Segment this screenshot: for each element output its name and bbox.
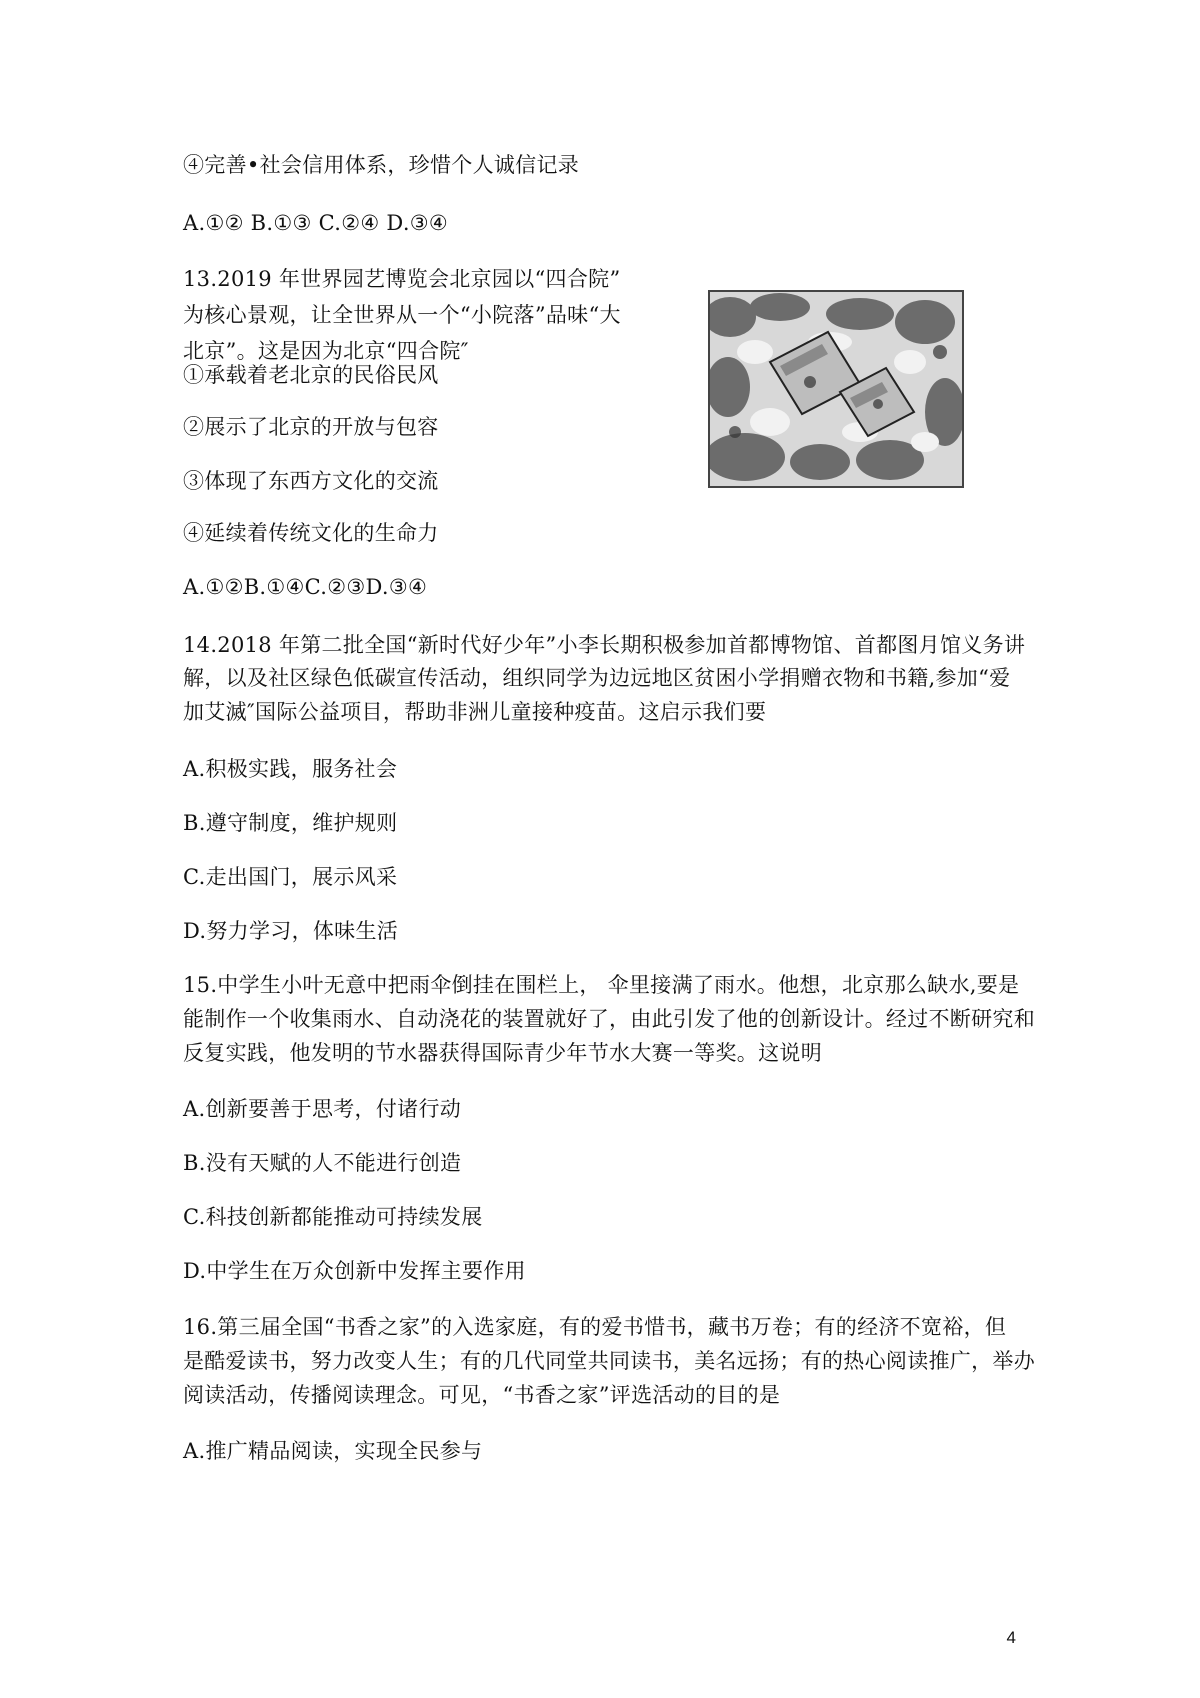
- q16-stem-line-1: 16.第三届全国“书香之家”的入选家庭，有的爱书惜书，藏书万卷；有的经济不宽裕，但: [183, 1315, 1007, 1339]
- q15-stem-line-1: 15.中学生小叶无意中把雨伞倒挂在围栏上， 伞里接满了雨水。他想，北京那么缺水,要是: [183, 973, 1020, 997]
- q13-option-3: ③体现了东西方文化的交流: [183, 469, 439, 493]
- q13-stem-line-2: 为核心景观，让全世界从一个“小院落”品味“大: [183, 303, 621, 327]
- q15-stem-line-2: 能制作一个收集雨水、自动浇花的装置就好了，由此引发了他的创新设计。经过不断研究和: [183, 1007, 1035, 1031]
- q14-option-b: B.遵守制度，维护规则: [183, 811, 398, 835]
- siheyuan-aerial-photo: [708, 290, 964, 488]
- q13-option-4: ④延续着传统文化的生命力: [183, 521, 439, 545]
- page-number: 4: [1006, 1628, 1016, 1647]
- q14-stem-line-1: 14.2018 年第二批全国“新时代好少年”小李长期积极参加首都博物馆、首都图月馆义务讲: [183, 633, 1026, 657]
- q15-option-c: C.科技创新都能推动可持续发展: [183, 1205, 483, 1229]
- q15-option-d: D.中学生在万众创新中发挥主要作用: [183, 1259, 526, 1283]
- q13-answer-choices: A.①②B.①④C.②③D.③④: [183, 575, 428, 599]
- q13-option-2: ②展示了北京的开放与包容: [183, 415, 439, 439]
- q16-option-a: A.推广精品阅读，实现全民参与: [183, 1439, 483, 1463]
- q15-option-a: A.创新要善于思考，付诸行动: [183, 1097, 462, 1121]
- option-line-4: ④完善•社会信用体系，珍惜个人诚信记录: [183, 153, 580, 177]
- q13-stem-line-3: 北京”。这是因为北京“四合院″: [183, 339, 469, 363]
- q15-option-b: B.没有天赋的人不能进行创造: [183, 1151, 462, 1175]
- q13-stem-line-1: 13.2019 年世界园艺博览会北京园以“四合院”: [183, 267, 621, 291]
- q13-option-1: ①承载着老北京的民俗民风: [183, 363, 439, 387]
- q16-stem-line-3: 阅读活动，传播阅读理念。可见，“书香之家”评选活动的目的是: [183, 1383, 781, 1407]
- q14-stem-line-3: 加艾滅″国际公益项目，帮助非洲儿童接种疫苗。这启示我们要: [183, 700, 767, 724]
- q16-stem-line-2: 是酷爱读书，努力改变人生；有的几代同堂共同读书，美名远扬；有的热心阅读推广，举办: [183, 1349, 1035, 1373]
- q14-option-a: A.积极实践，服务社会: [183, 757, 398, 781]
- q14-stem-line-2: 解，以及社区绿色低碳宣传活动，组织同学为边远地区贫困小学捐赠衣物和书籍,参加“爱: [183, 666, 1011, 690]
- q12-answer-choices: A.①② B.①③ C.②④ D.③④: [183, 211, 449, 235]
- q15-stem-line-3: 反复实践，他发明的节水器获得国际青少年节水大赛一等奖。这说明: [183, 1041, 822, 1065]
- q14-option-d: D.努力学习，体味生活: [183, 919, 399, 943]
- q14-option-c: C.走出国门，展示风采: [183, 865, 398, 889]
